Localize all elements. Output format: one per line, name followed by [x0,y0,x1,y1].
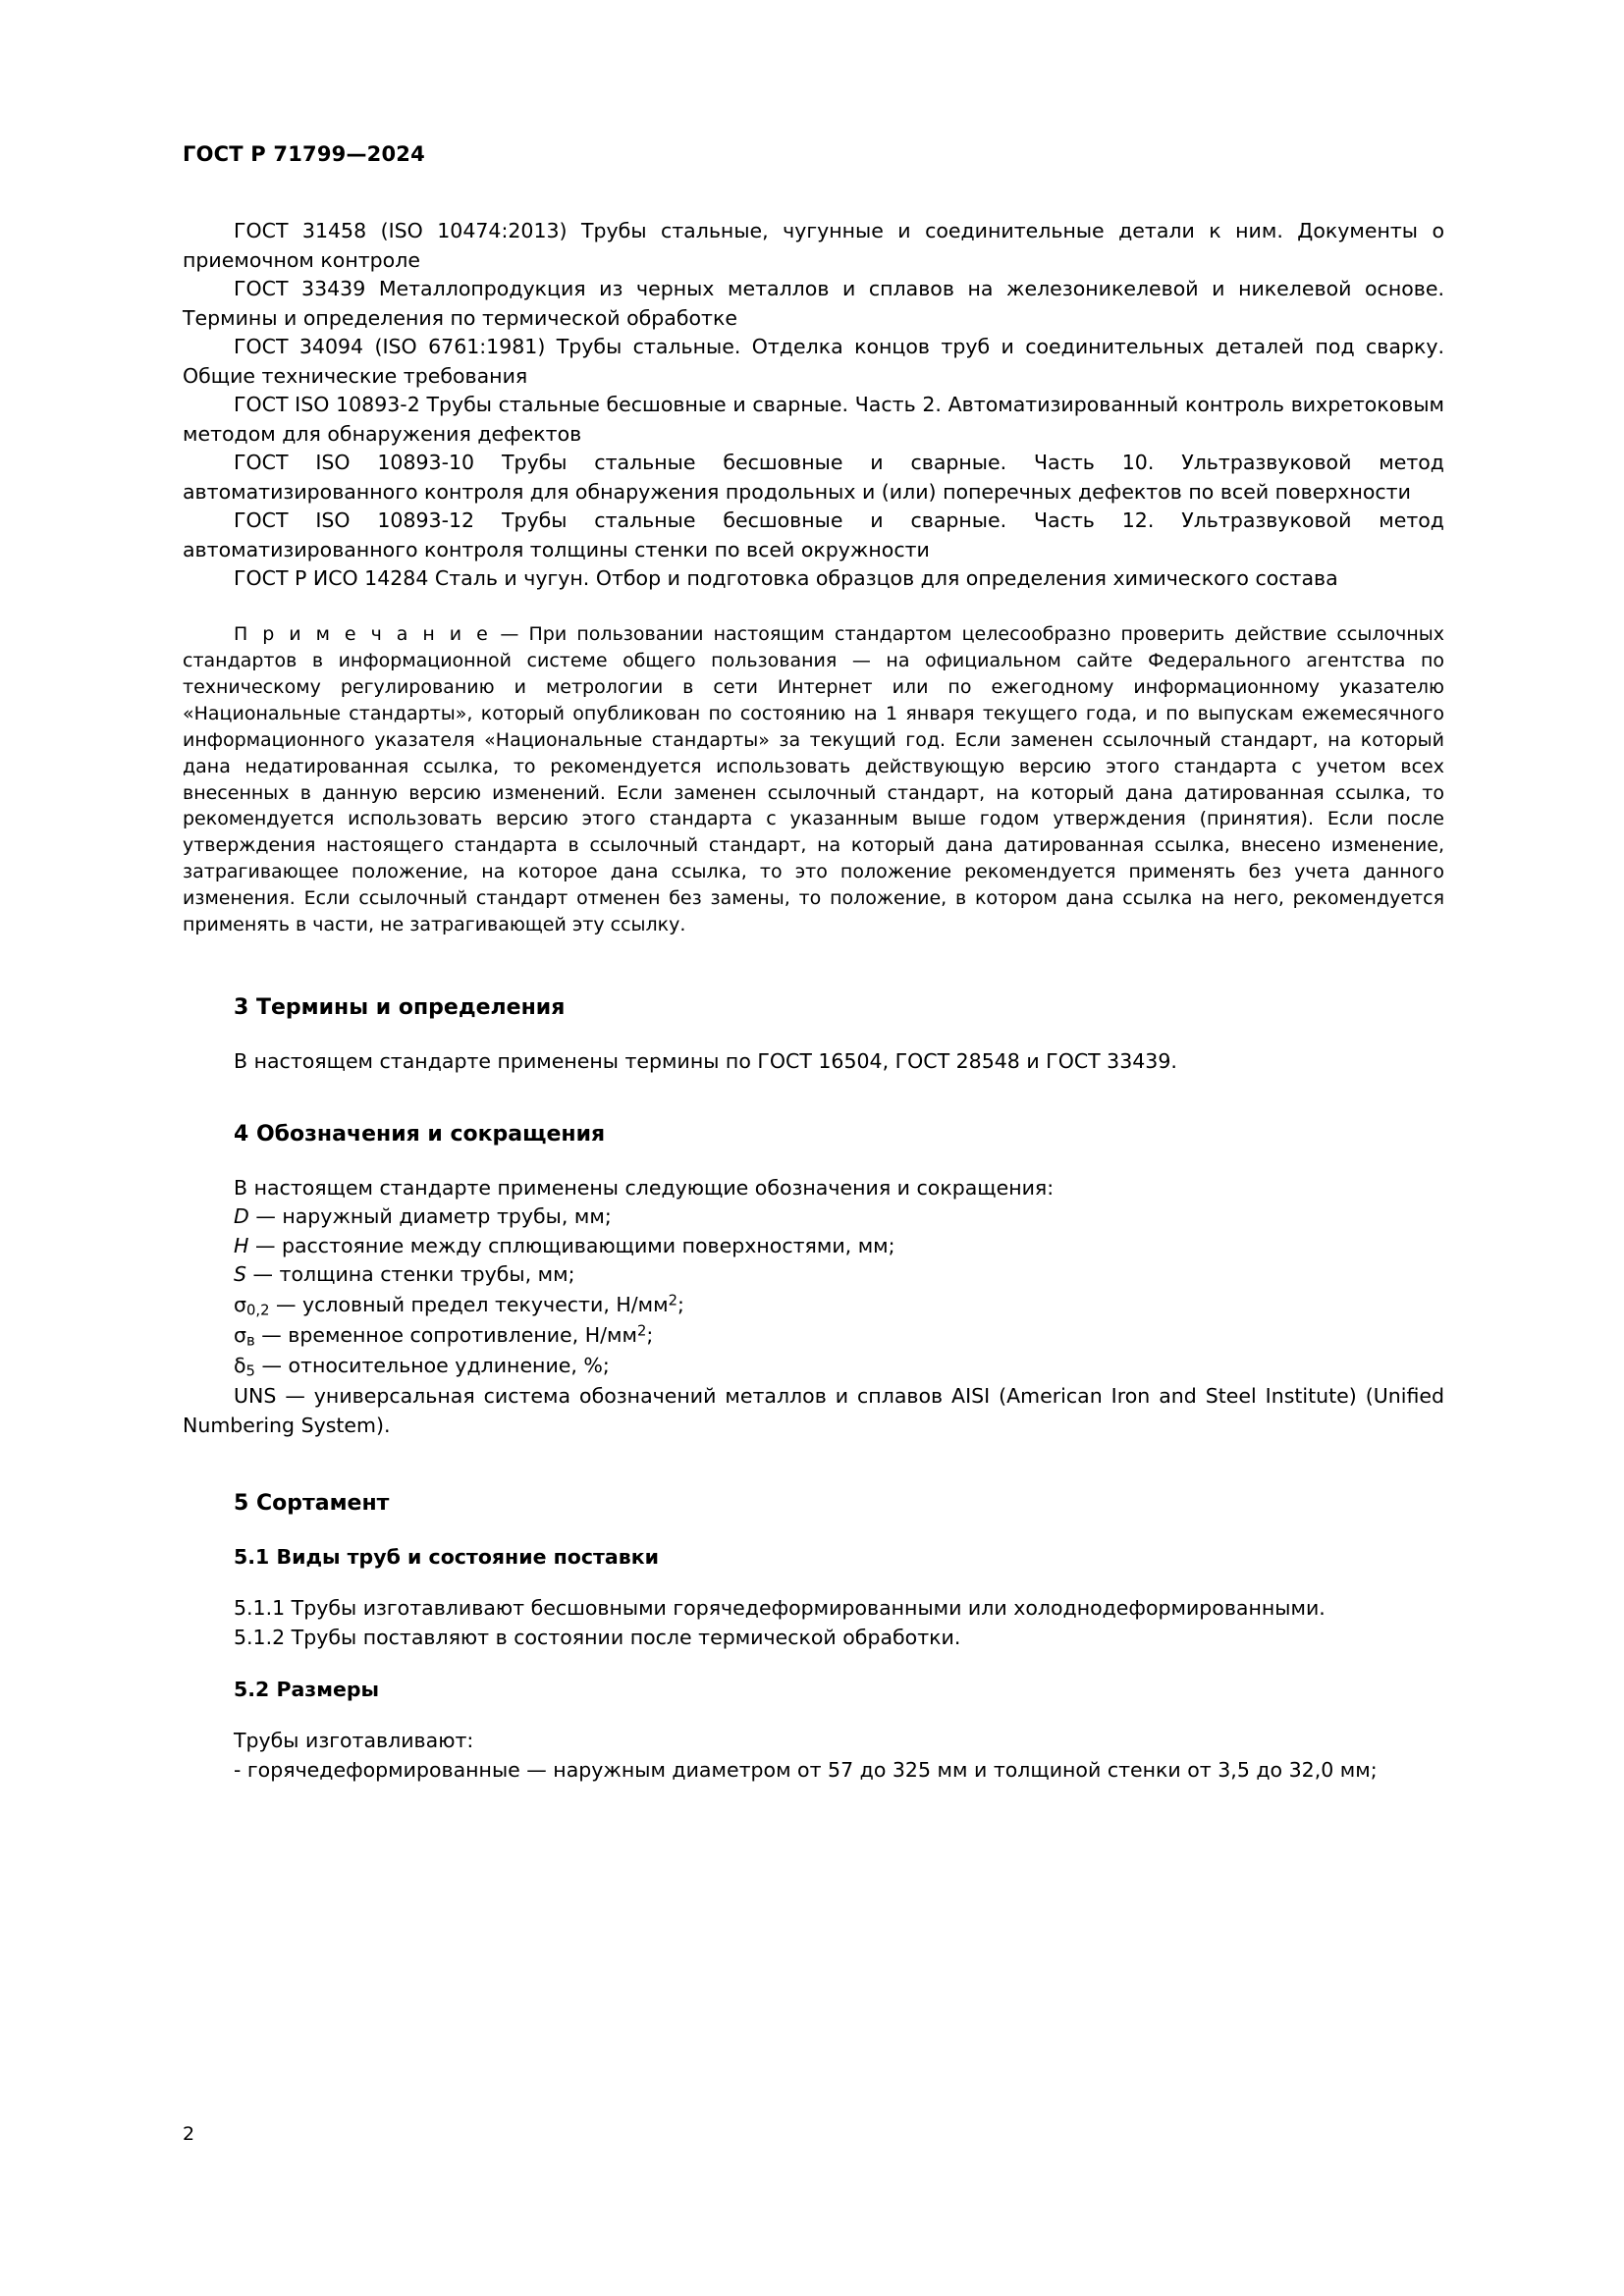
section4-intro: В настоящем стандарте применены следующие обозначения и сокращения: [234,1175,1055,1200]
symbol-desc: — относительное удлинение, %; [254,1354,610,1378]
symbol-item-delta5 [183,1352,1444,1382]
symbol-glyph: H [234,1233,249,1257]
clause-5-2-intro: Трубы изготавливают: [234,1729,474,1753]
reference-item: ГОСТ 34094 (ISO 6761:1981) Трубы стальные. Отделка концов труб и соединительных деталей под сварку. Общие технические требования [183,335,1444,388]
reference-item: ГОСТ 31458 (ISO 10474:2013) Трубы стальные, чугунные и соединительные детали к ним. Документы о приемочном контроле [183,219,1444,272]
symbol-desc: — условный предел текучести, $Н/мм^2$; [269,1291,684,1316]
symbol-item-H [183,1232,1444,1261]
note-label: П р и м е ч а н и е [234,622,491,645]
reference-item: ГОСТ Р ИСО 14284 Сталь и чугун. Отбор и подготовка образцов для определения химического состава [234,566,1338,591]
clause-5-1-1: 5.1.1 Трубы изготавливают бесшовными горячедеформированными или холоднодеформированными. [234,1596,1326,1621]
symbol-item-sigmav [183,1320,1444,1352]
note-block [183,621,1444,939]
symbol-item-uns: UNS — универсальная система обозначений металлов и сплавов AISI (American Iron and Steel Institute) (Unified Numbering System). [183,1384,1444,1437]
reference-item: ГОСТ ISO 10893-2 Трубы стальные бесшовные и сварные. Часть 2. Автоматизированный контроль вихретоковым методом для обнаружения дефектов [183,393,1444,446]
subsection-heading-5-1: 5.1 Виды труб и состояние поставки [234,1545,659,1570]
symbol-glyph: D [234,1204,249,1229]
symbol-item-sigma02 [183,1290,1444,1321]
section-heading-4: 4 Обозначения и сокращения [234,1121,606,1147]
reference-item: ГОСТ ISO 10893-12 Трубы стальные бесшовные и сварные. Часть 12. Ультразвуковой метод автоматизированного контроля толщины стенки по всей окружности [183,508,1444,561]
symbol-glyph: $\delta_5$ [234,1354,255,1380]
section3-paragraph: В настоящем стандарте применены термины по ГОСТ 16504, ГОСТ 28548 и ГОСТ 33439. [234,1049,1177,1074]
symbol-desc: — толщина стенки трубы, мм; [246,1262,575,1287]
note-text: — При пользовании настоящим стандартом целесообразно проверить действие ссылочных стандартов в информационной системе общего пользования — на официальном сайте Федерального агентства по техническому регулированию и метрологии в сети Интернет или по ежегодному информационному указателю «Национальные стандарты», который опубликован по состоянию на 1 января текущего года, и по выпускам ежемесячного информационного указателя «Национальные стандарты» за текущий год. Если заменен ссылочный стандарт, на который дана недатированная ссылка, то рекомендуется использовать действующую версию этого стандарта с учетом всех внесенных в данную версию изменений. Если заменен ссылочный стандарт, на который дана датированная ссылка, то рекомендуется использовать версию этого стандарта с указанным выше годом утверждения (принятия). Если после утверждения настоящего стандарта в ссылочный стандарт, на который дана датированная ссылка, внесено изменение, затрагивающее положение, на которое дана ссылка, то это положение рекомендуется применять без учета данного изменения. Если ссылочный стандарт отменен без замены, то положение, в котором дана ссылка на него, рекомендуется применять в части, не затрагивающей эту ссылку. [183,622,1444,936]
symbol-glyph: $\sigma_{0,2}$ [234,1292,270,1319]
page-content [183,142,1444,1785]
symbol-desc: — расстояние между сплющивающими поверхностями, мм; [248,1233,895,1257]
page-header: ГОСТ Р 71799—2024 [183,142,425,166]
symbol-glyph: S [234,1262,247,1287]
subsection-heading-5-2: 5.2 Размеры [234,1678,380,1702]
symbol-item-S [183,1260,1444,1290]
symbol-glyph: $\sigma_в$ [234,1323,255,1350]
clause-5-2-item: - горячедеформированные — наружным диаметром от 57 до 325 мм и толщиной стенки от 3,5 до 32,0 мм; [234,1757,1378,1782]
section-heading-5: 5 Сортамент [234,1491,390,1517]
reference-item: ГОСТ 33439 Металлопродукция из черных металлов и сплавов на железоникелевой и никелевой основе. Термины и определения по термической обработке [183,277,1444,330]
page-number: 2 [183,2123,195,2145]
symbol-item-D [183,1202,1444,1232]
reference-item: ГОСТ ISO 10893-10 Трубы стальные бесшовные и сварные. Часть 10. Ультразвуковой метод автоматизированного контроля для обнаружения продольных и (или) поперечных дефектов по всей поверхности [183,451,1444,504]
symbol-desc: — временное сопротивление, $Н/мм^2$; [254,1322,654,1348]
section-heading-3: 3 Термины и определения [234,995,566,1021]
symbol-desc: — наружный диаметр трубы, мм; [248,1204,612,1229]
clause-5-1-2: 5.1.2 Трубы поставляют в состоянии после термической обработки. [234,1625,961,1649]
